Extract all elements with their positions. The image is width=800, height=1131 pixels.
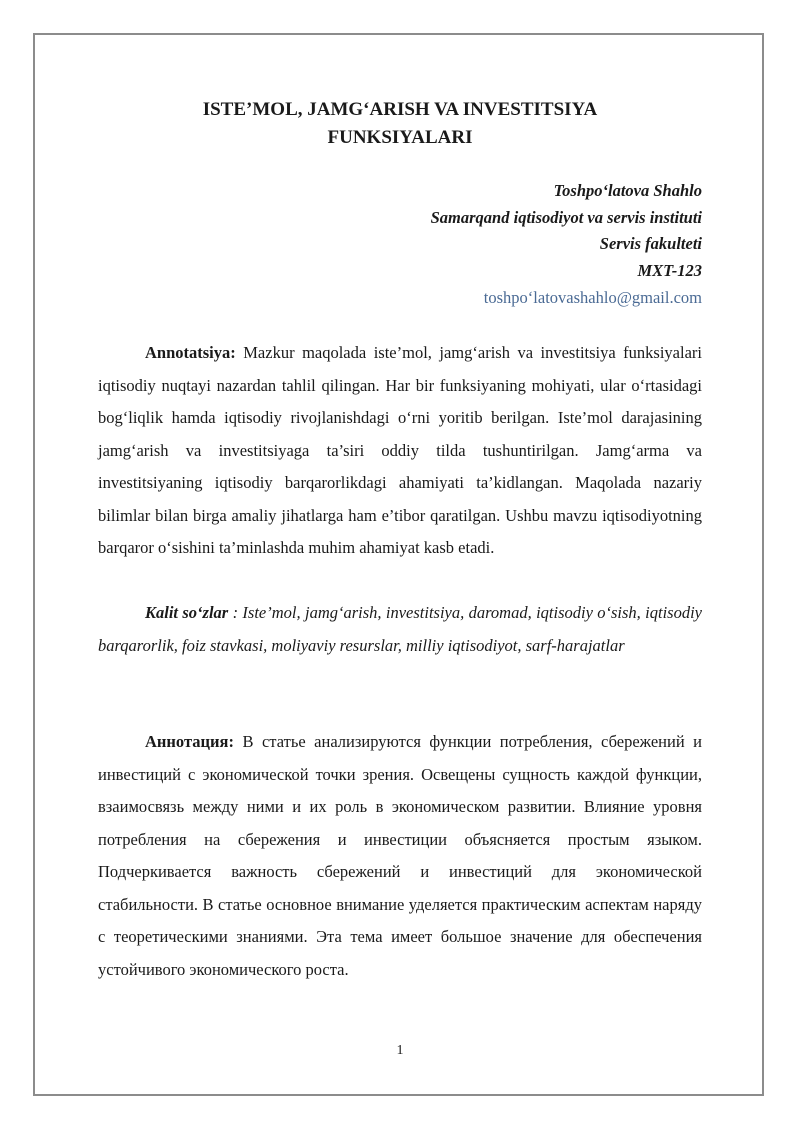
abstract-ru	[98, 726, 702, 986]
author-institution: Samarqand iqtisodiyot va servis instituti	[430, 207, 702, 227]
author-name: Toshpo‘latova Shahlo	[553, 181, 702, 200]
title-line-2: FUNKSIYALARI	[327, 127, 473, 148]
abstract-ru-label: Аннотация:	[145, 732, 234, 751]
author-group: MXT-123	[637, 260, 702, 280]
abstract-uz	[98, 337, 702, 565]
article-title	[98, 96, 702, 152]
author-faculty: Servis fakulteti	[599, 234, 702, 253]
title-line-1: ISTE’MOL, JAMG‘ARISH VA INVESTITSIYA	[202, 99, 598, 120]
page-number: 1	[396, 1043, 404, 1058]
abstract-ru-text: В статье анализируются функции потребления, сбережений и инвестиций с экономической точки зрения. Освещены сущность каждой функции, взаимосвязь между ними и их роль в экономическом развитии. Влияние уровня потребления на сбережения и инвестиции объясняется простым языком. Подчеркивается важность сбережений и инвестиций для экономической стабильности. В статье основное внимание уделяется практическим аспектам наряду с теоретическими знаниями. Эта тема имеет большое значение для обеспечения устойчивого экономического роста.	[98, 732, 702, 979]
author-block	[431, 178, 702, 312]
keywords-uz-text: : Iste’mol, jamg‘arish, investitsiya, daromad, iqtisodiy o‘sish, iqtisodiy barqarorlik, foiz stavkasi, moliyaviy resurslar, milliy iqtisodiyot, sarf-harajatlar	[98, 603, 702, 655]
abstract-uz-label: Annotatsiya:	[145, 343, 236, 362]
keywords-uz-label: Kalit so‘zlar	[145, 603, 229, 622]
author-email-link[interactable]: toshpo‘latovashahlo@gmail.com	[483, 288, 702, 307]
keywords-uz	[98, 597, 702, 662]
abstract-uz-text: Mazkur maqolada iste’mol, jamg‘arish va investitsiya funksiyalari iqtisodiy nuqtayi nazardan tahlil qilingan. Har bir funksiyaning mohiyati, ular o‘rtasidagi bog‘liqlik hamda iqtisodiy rivojlanishdagi o‘rni yoritib berilgan. Iste’mol darajasining jamg‘arish va investitsiyaga ta’siri oddiy tilda tushuntirilgan. Jamg‘arma va investitsiyaning iqtisodiy barqarorlikdagi ahamiyati ta’kidlangan. Maqolada nazariy bilimlar bilan birga amaliy jihatlarga ham e’tibor qaratilgan. Ushbu mavzu iqtisodiyotning barqaror o‘sishini ta’minlashda muhim ahamiyat kasb etadi.	[98, 343, 702, 557]
